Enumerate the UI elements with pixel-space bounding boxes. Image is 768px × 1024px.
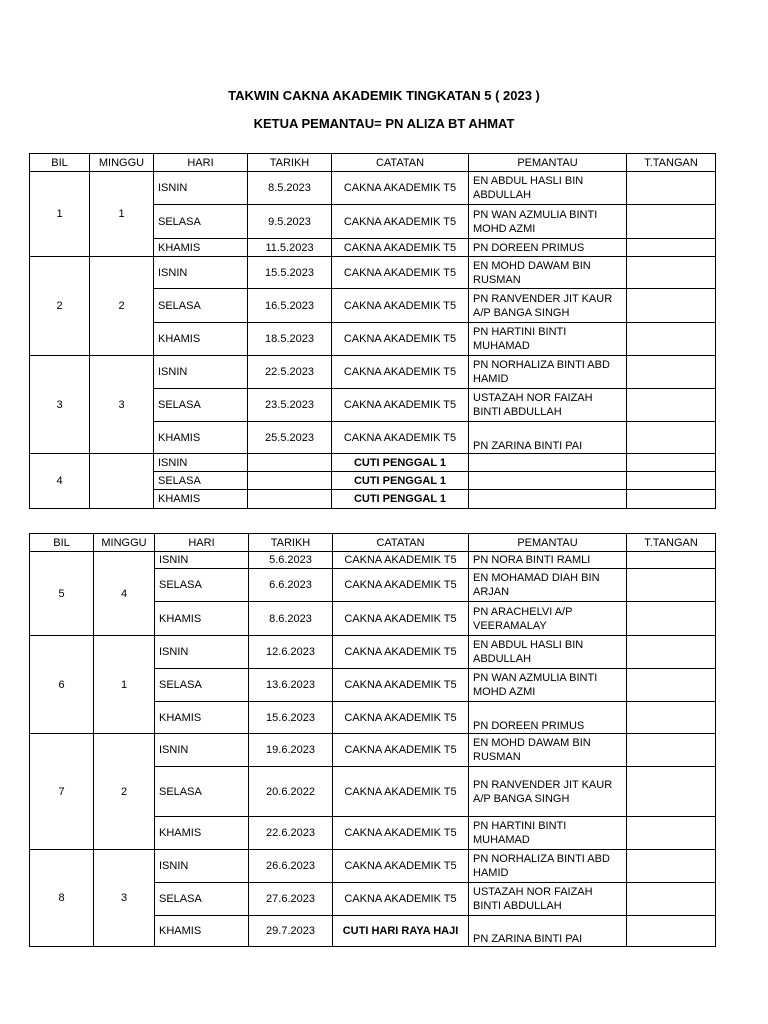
cell-t-tangan bbox=[627, 552, 716, 569]
table-header-row bbox=[30, 154, 716, 172]
cell-t-tangan bbox=[627, 702, 716, 734]
cell-tarikh: 8.6.2023 bbox=[249, 602, 333, 636]
cell-hari: KHAMIS bbox=[154, 323, 248, 356]
cell-tarikh: 13.6.2023 bbox=[249, 669, 333, 702]
cell-t-tangan bbox=[627, 916, 716, 947]
cell-hari: ISNIN bbox=[155, 636, 249, 669]
table-row bbox=[30, 552, 716, 569]
cell-bil: 1 bbox=[30, 172, 90, 257]
cell-t-tangan bbox=[627, 356, 716, 389]
cell-tarikh: 23.5.2023 bbox=[248, 389, 332, 422]
cell-tarikh: 22.6.2023 bbox=[249, 817, 333, 850]
cell-minggu: 3 bbox=[90, 356, 154, 454]
cell-pemantau: PN DOREEN PRIMUS bbox=[469, 239, 627, 257]
cell-catatan: CUTI PENGGAL 1 bbox=[332, 454, 469, 472]
cell-hari: KHAMIS bbox=[154, 422, 248, 454]
cell-catatan: CAKNA AKADEMIK T5 bbox=[332, 356, 469, 389]
cell-pemantau: EN MOHD DAWAM BIN RUSMAN bbox=[469, 734, 627, 767]
cell-hari: KHAMIS bbox=[155, 702, 249, 734]
cell-tarikh: 6.6.2023 bbox=[249, 569, 333, 602]
header-hari: HARI bbox=[155, 534, 249, 552]
cell-catatan: CAKNA AKADEMIK T5 bbox=[333, 817, 469, 850]
cell-pemantau bbox=[469, 490, 627, 509]
header-t-tangan: T.TANGAN bbox=[627, 154, 716, 172]
header-pemantau: PEMANTAU bbox=[469, 534, 627, 552]
cell-catatan: CAKNA AKADEMIK T5 bbox=[333, 850, 469, 883]
cell-catatan: CAKNA AKADEMIK T5 bbox=[333, 636, 469, 669]
cell-t-tangan bbox=[627, 454, 716, 472]
header-tarikh: TARIKH bbox=[249, 534, 333, 552]
cell-pemantau: PN ARACHELVI A/P VEERAMALAY bbox=[469, 602, 627, 636]
cell-catatan: CUTI HARI RAYA HAJI bbox=[333, 916, 469, 947]
cell-catatan: CAKNA AKADEMIK T5 bbox=[333, 734, 469, 767]
cell-catatan: CAKNA AKADEMIK T5 bbox=[332, 323, 469, 356]
header-t-tangan: T.TANGAN bbox=[627, 534, 716, 552]
cell-pemantau: EN ABDUL HASLI BIN ABDULLAH bbox=[469, 172, 627, 205]
cell-catatan: CAKNA AKADEMIK T5 bbox=[332, 289, 469, 323]
table-row bbox=[30, 734, 716, 767]
cell-catatan: CAKNA AKADEMIK T5 bbox=[332, 172, 469, 205]
cell-t-tangan bbox=[627, 490, 716, 509]
cell-hari: ISNIN bbox=[154, 356, 248, 389]
cell-hari: SELASA bbox=[154, 289, 248, 323]
table-row bbox=[30, 850, 716, 883]
table-header-row bbox=[30, 534, 716, 552]
cell-tarikh: 11.5.2023 bbox=[248, 239, 332, 257]
header-bil: BIL bbox=[30, 154, 90, 172]
cell-hari: KHAMIS bbox=[155, 817, 249, 850]
page-subtitle: KETUA PEMANTAU= PN ALIZA BT AHMAT bbox=[253, 116, 515, 131]
cell-t-tangan bbox=[627, 767, 716, 817]
cell-minggu: 1 bbox=[90, 172, 154, 257]
cell-tarikh bbox=[248, 490, 332, 509]
cell-minggu: 4 bbox=[94, 552, 155, 636]
cell-bil: 2 bbox=[30, 257, 90, 356]
cell-t-tangan bbox=[627, 289, 716, 323]
cell-tarikh: 15.6.2023 bbox=[249, 702, 333, 734]
cell-catatan: CUTI PENGGAL 1 bbox=[332, 472, 469, 490]
cell-tarikh: 22.5.2023 bbox=[248, 356, 332, 389]
cell-catatan: CAKNA AKADEMIK T5 bbox=[333, 602, 469, 636]
cell-minggu: 2 bbox=[94, 734, 155, 850]
header-tarikh: TARIKH bbox=[248, 154, 332, 172]
cell-hari: KHAMIS bbox=[154, 490, 248, 509]
cell-catatan: CAKNA AKADEMIK T5 bbox=[333, 569, 469, 602]
cell-pemantau: PN NORHALIZA BINTI ABD HAMID bbox=[469, 850, 627, 883]
cell-catatan: CAKNA AKADEMIK T5 bbox=[332, 389, 469, 422]
cell-catatan: CUTI PENGGAL 1 bbox=[332, 490, 469, 509]
cell-t-tangan bbox=[627, 734, 716, 767]
cell-hari: ISNIN bbox=[155, 734, 249, 767]
cell-pemantau: EN MOHD DAWAM BIN RUSMAN bbox=[469, 257, 627, 289]
cell-t-tangan bbox=[627, 257, 716, 289]
cell-hari: ISNIN bbox=[154, 172, 248, 205]
cell-pemantau: USTAZAH NOR FAIZAH BINTI ABDULLAH bbox=[469, 883, 627, 916]
cell-t-tangan bbox=[627, 172, 716, 205]
cell-t-tangan bbox=[627, 850, 716, 883]
cell-catatan: CAKNA AKADEMIK T5 bbox=[332, 422, 469, 454]
cell-pemantau: PN ZARINA BINTI PAI bbox=[469, 916, 627, 947]
cell-tarikh: 26.6.2023 bbox=[249, 850, 333, 883]
cell-hari: SELASA bbox=[155, 883, 249, 916]
cell-bil: 6 bbox=[30, 636, 94, 734]
cell-tarikh: 9.5.2023 bbox=[248, 205, 332, 239]
cell-hari: ISNIN bbox=[155, 552, 249, 569]
header-catatan: CATATAN bbox=[333, 534, 469, 552]
cell-hari: KHAMIS bbox=[155, 602, 249, 636]
cell-tarikh: 25.5.2023 bbox=[248, 422, 332, 454]
cell-pemantau bbox=[469, 472, 627, 490]
cell-hari: SELASA bbox=[155, 569, 249, 602]
cell-pemantau: PN ZARINA BINTI PAI bbox=[469, 422, 627, 454]
cell-bil: 4 bbox=[30, 454, 90, 509]
cell-catatan: CAKNA AKADEMIK T5 bbox=[333, 883, 469, 916]
cell-catatan: CAKNA AKADEMIK T5 bbox=[332, 239, 469, 257]
cell-minggu: 3 bbox=[94, 850, 155, 947]
cell-bil: 7 bbox=[30, 734, 94, 850]
cell-tarikh bbox=[248, 472, 332, 490]
cell-tarikh bbox=[248, 454, 332, 472]
schedule-table-1 bbox=[29, 153, 716, 509]
cell-pemantau bbox=[469, 454, 627, 472]
cell-catatan: CAKNA AKADEMIK T5 bbox=[333, 669, 469, 702]
cell-pemantau: PN WAN AZMULIA BINTI MOHD AZMI bbox=[469, 205, 627, 239]
cell-bil: 3 bbox=[30, 356, 90, 454]
cell-pemantau: PN RANVENDER JIT KAUR A/P BANGA SINGH bbox=[469, 289, 627, 323]
cell-minggu: 2 bbox=[90, 257, 154, 356]
cell-tarikh: 5.6.2023 bbox=[249, 552, 333, 569]
header-minggu: MINGGU bbox=[90, 154, 154, 172]
cell-hari: SELASA bbox=[155, 767, 249, 817]
cell-pemantau: USTAZAH NOR FAIZAH BINTI ABDULLAH bbox=[469, 389, 627, 422]
header-catatan: CATATAN bbox=[332, 154, 469, 172]
cell-tarikh: 29.7.2023 bbox=[249, 916, 333, 947]
table-row bbox=[30, 356, 716, 389]
cell-hari: SELASA bbox=[155, 669, 249, 702]
cell-t-tangan bbox=[627, 323, 716, 356]
cell-minggu bbox=[90, 454, 154, 509]
schedule-table-2 bbox=[29, 533, 716, 947]
cell-pemantau: PN DOREEN PRIMUS bbox=[469, 702, 627, 734]
cell-hari: SELASA bbox=[154, 389, 248, 422]
cell-pemantau: PN RANVENDER JIT KAUR A/P BANGA SINGH bbox=[469, 767, 627, 817]
header-hari: HARI bbox=[154, 154, 248, 172]
cell-hari: KHAMIS bbox=[154, 239, 248, 257]
cell-tarikh: 20.6.2022 bbox=[249, 767, 333, 817]
table-row bbox=[30, 454, 716, 472]
table-row bbox=[30, 172, 716, 205]
cell-pemantau: PN HARTINI BINTI MUHAMAD bbox=[469, 817, 627, 850]
cell-tarikh: 12.6.2023 bbox=[249, 636, 333, 669]
cell-t-tangan bbox=[627, 569, 716, 602]
cell-hari: ISNIN bbox=[154, 257, 248, 289]
cell-t-tangan bbox=[627, 422, 716, 454]
cell-t-tangan bbox=[627, 883, 716, 916]
cell-pemantau: PN NORHALIZA BINTI ABD HAMID bbox=[469, 356, 627, 389]
cell-catatan: CAKNA AKADEMIK T5 bbox=[333, 552, 469, 569]
cell-tarikh: 27.6.2023 bbox=[249, 883, 333, 916]
cell-pemantau: EN ABDUL HASLI BIN ABDULLAH bbox=[469, 636, 627, 669]
cell-tarikh: 18.5.2023 bbox=[248, 323, 332, 356]
page-title: TAKWIN CAKNA AKADEMIK TINGKATAN 5 ( 2023 ) bbox=[228, 88, 540, 103]
cell-hari: KHAMIS bbox=[155, 916, 249, 947]
cell-bil: 5 bbox=[30, 552, 94, 636]
cell-t-tangan bbox=[627, 636, 716, 669]
cell-hari: SELASA bbox=[154, 205, 248, 239]
cell-catatan: CAKNA AKADEMIK T5 bbox=[332, 257, 469, 289]
cell-t-tangan bbox=[627, 817, 716, 850]
cell-t-tangan bbox=[627, 389, 716, 422]
cell-catatan: CAKNA AKADEMIK T5 bbox=[333, 767, 469, 817]
cell-pemantau: PN NORA BINTI RAMLI bbox=[469, 552, 627, 569]
cell-pemantau: PN HARTINI BINTI MUHAMAD bbox=[469, 323, 627, 356]
cell-tarikh: 15.5.2023 bbox=[248, 257, 332, 289]
cell-hari: ISNIN bbox=[155, 850, 249, 883]
cell-pemantau: EN MOHAMAD DIAH BIN ARJAN bbox=[469, 569, 627, 602]
cell-minggu: 1 bbox=[94, 636, 155, 734]
cell-bil: 8 bbox=[30, 850, 94, 947]
cell-hari: ISNIN bbox=[154, 454, 248, 472]
cell-tarikh: 8.5.2023 bbox=[248, 172, 332, 205]
cell-t-tangan bbox=[627, 472, 716, 490]
header-bil: BIL bbox=[30, 534, 94, 552]
cell-hari: SELASA bbox=[154, 472, 248, 490]
cell-catatan: CAKNA AKADEMIK T5 bbox=[332, 205, 469, 239]
cell-t-tangan bbox=[627, 602, 716, 636]
cell-t-tangan bbox=[627, 205, 716, 239]
header-minggu: MINGGU bbox=[94, 534, 155, 552]
cell-tarikh: 16.5.2023 bbox=[248, 289, 332, 323]
cell-pemantau: PN WAN AZMULIA BINTI MOHD AZMI bbox=[469, 669, 627, 702]
cell-t-tangan bbox=[627, 239, 716, 257]
cell-t-tangan bbox=[627, 669, 716, 702]
table-row bbox=[30, 257, 716, 289]
table-row bbox=[30, 636, 716, 669]
cell-tarikh: 19.6.2023 bbox=[249, 734, 333, 767]
cell-catatan: CAKNA AKADEMIK T5 bbox=[333, 702, 469, 734]
header-pemantau: PEMANTAU bbox=[469, 154, 627, 172]
